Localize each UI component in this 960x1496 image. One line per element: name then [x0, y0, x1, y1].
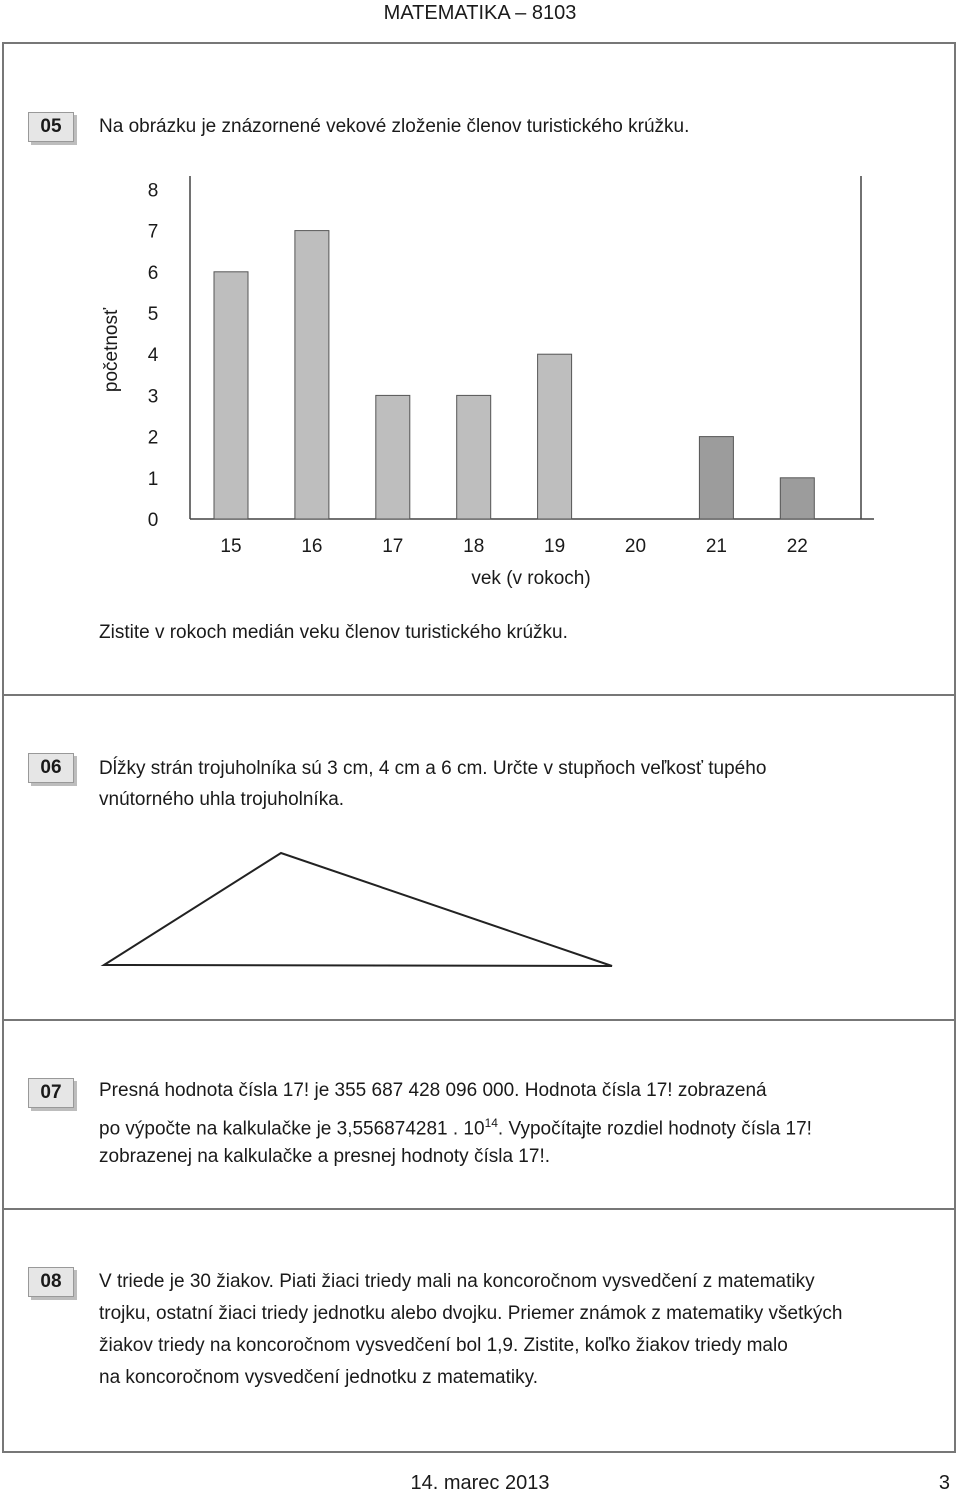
question-05-text: Na obrázku je znázornené vekové zloženie členov turistického krúžku. [99, 116, 690, 137]
obtuse-triangle-figure [0, 840, 700, 980]
x-tick-label: 20 [624, 536, 647, 557]
y-tick-label: 6 [147, 262, 159, 284]
question-06-line1: Dĺžky strán trojuholníka sú 3 cm, 4 cm a 6 cm. Určte v stupňoch veľkosť tupého [99, 758, 767, 779]
question-07-line2-end: . Vypočítajte rozdiel hodnoty čísla 17! [497, 1118, 812, 1140]
question-number-05: 05 [28, 112, 74, 142]
x-axis-label: vek (v rokoch) [471, 568, 591, 589]
age-bar-chart [0, 0, 960, 640]
question-05-prompt: Zistite v rokoch medián veku členov turistického krúžku. [99, 622, 568, 643]
question-number-07: 07 [28, 1078, 74, 1108]
y-tick-label: 0 [147, 510, 159, 531]
y-tick-label: 1 [147, 468, 159, 490]
y-tick-label: 3 [147, 386, 159, 408]
question-07-line2 [99, 1108, 812, 1144]
question-08-line2: trojku, ostatní žiaci triedy jednotku alebo dvojku. Priemer známok z matematiky všetkých [99, 1303, 843, 1324]
bar-21 [699, 437, 733, 519]
bar-18 [457, 395, 491, 519]
question-07-line2-start: po výpočte na kalkulačke je 3,556874281 . 10 [99, 1118, 485, 1140]
x-tick-label: 15 [220, 536, 242, 557]
y-tick-label: 8 [147, 180, 159, 202]
question-08-line1: V triede je 30 žiakov. Piati žiaci triedy mali na koncoročnom vysvedčení z matematiky [99, 1271, 815, 1292]
x-tick-label: 18 [463, 536, 485, 557]
y-tick-labels [148, 180, 159, 531]
divider-07-08 [2, 1208, 956, 1210]
x-tick-label: 19 [544, 536, 566, 557]
bar-15 [214, 272, 248, 519]
question-07-line3: zobrazenej na kalkulačke a presnej hodnoty čísla 17!. [99, 1146, 550, 1167]
x-tick-label: 22 [786, 536, 808, 557]
bar-16 [295, 231, 329, 519]
y-tick-label: 2 [147, 427, 159, 449]
bars [214, 231, 814, 519]
y-axis-label: početnosť [101, 307, 122, 393]
page-number: 3 [938, 1472, 950, 1494]
x-tick-label: 17 [382, 536, 404, 557]
x-tick-label: 16 [301, 536, 323, 557]
question-number-06: 06 [28, 753, 74, 783]
y-tick-label: 4 [147, 345, 159, 367]
page-header: MATEMATIKA – 8103 [383, 2, 577, 24]
question-08-line3: žiakov triedy na koncoročnom vysvedčení bol 1,9. Zistite, koľko žiakov triedy malo [99, 1335, 788, 1356]
question-07-line1: Presná hodnota čísla 17! je 355 687 428 096 000. Hodnota čísla 17! zobrazená [99, 1080, 767, 1101]
question-number-08: 08 [28, 1267, 74, 1297]
divider-05-06 [2, 694, 956, 696]
triangle-shape [104, 853, 612, 966]
y-tick-label: 7 [147, 221, 159, 243]
footer-date: 14. marec 2013 [410, 1472, 550, 1494]
y-tick-label: 5 [147, 304, 159, 325]
exponent: 14 [484, 1116, 498, 1130]
bar-22 [780, 478, 814, 519]
x-tick-labels [220, 536, 807, 557]
question-08-line4: na koncoročnom vysvedčení jednotku z matematiky. [99, 1367, 538, 1388]
bar-17 [376, 395, 410, 519]
x-tick-label: 21 [705, 536, 727, 557]
question-06-line2: vnútorného uhla trojuholníka. [99, 789, 345, 810]
bar-19 [538, 354, 572, 519]
chart-axes [190, 176, 874, 519]
divider-06-07 [2, 1019, 956, 1021]
